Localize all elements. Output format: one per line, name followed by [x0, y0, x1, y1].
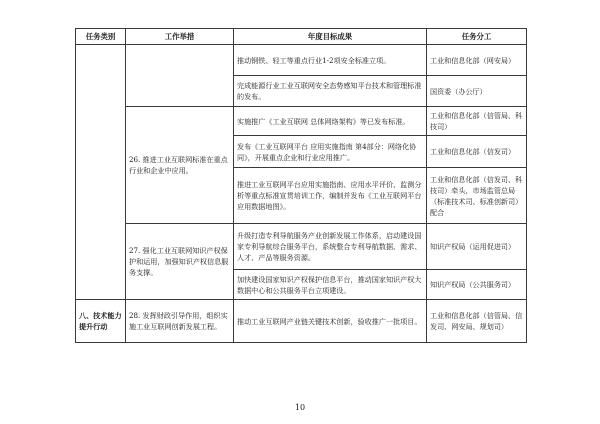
division-cell: 工业和信息化部（信发司、科技司）牵头，市场监管总局（标准技术司、标准创新司）配合	[427, 168, 527, 224]
measure-27: 27. 强化工业互联网知识产权保护和运用，加强知识产权信息服务支撑。	[126, 224, 234, 300]
result-cell: 加快建设国家知识产权保护信息平台，推动国家知识产权大数据中心和公共服务平台立项建设。	[234, 270, 427, 300]
table-row	[76, 300, 527, 343]
table-header-row	[76, 29, 527, 45]
task-table	[75, 28, 527, 343]
table-row	[76, 224, 527, 270]
division-cell: 工业和信息化部（信管局、科技司）	[427, 107, 527, 136]
table-row	[76, 107, 527, 136]
division-cell: 国资委（办公厅）	[427, 76, 527, 107]
result-cell: 完成能源行业工业互联网安全态势感知平台技术和管理标准的发布。	[234, 76, 427, 107]
result-cell: 实施推广《工业互联网 总体网络架构》等已发布标准。	[234, 107, 427, 136]
result-cell: 升级打造专利导航服务产业创新发展工作体系，启动建设国家专利导航综合服务平台，系统整合专利导航数据、需求、人才、产品等服务资源。	[234, 224, 427, 270]
category-8: 八、技术能力提升行动	[76, 300, 126, 343]
result-cell: 发布《工业互联网平台 应用实施指南 第4部分：网络化协同》，开展重点企业和行业应用推广。	[234, 136, 427, 168]
result-cell: 推进工业互联网平台应用实施指南、应用水平评价、监测分析等重点标准宣贯培训工作，编制并发布《工业互联网平台应用数据地图》。	[234, 168, 427, 224]
division-cell: 工业和信息化部（信发司）	[427, 136, 527, 168]
division-cell: 工业和信息化部（网安局）	[427, 45, 527, 76]
division-cell: 工业和信息化部（信管局、信发司、网安局、规划司）	[427, 300, 527, 343]
measure-28: 28. 发挥财政引导作用，组织实施工业互联网创新发展工程。	[126, 300, 234, 343]
category-cell-continued	[76, 45, 126, 300]
page-number: 10	[294, 403, 306, 412]
table-row	[76, 45, 527, 76]
result-cell: 推动工业互联网产业链关键技术创新，验收推广一批项目。	[234, 300, 427, 343]
header-annual-target: 年度目标成果	[234, 29, 427, 45]
header-task-division: 任务分工	[427, 29, 527, 45]
division-cell: 知识产权局（公共服务司）	[427, 270, 527, 300]
header-work-measure: 工作举措	[126, 29, 234, 45]
header-task-category: 任务类别	[76, 29, 126, 45]
measure-cell-continued	[126, 45, 234, 107]
measure-26: 26. 推进工业互联网标准在重点行业和企业中应用。	[126, 107, 234, 224]
division-cell: 知识产权局（运用促进司）	[427, 224, 527, 270]
result-cell: 推动钢铁、轻工等重点行业1-2项安全标准立项。	[234, 45, 427, 76]
